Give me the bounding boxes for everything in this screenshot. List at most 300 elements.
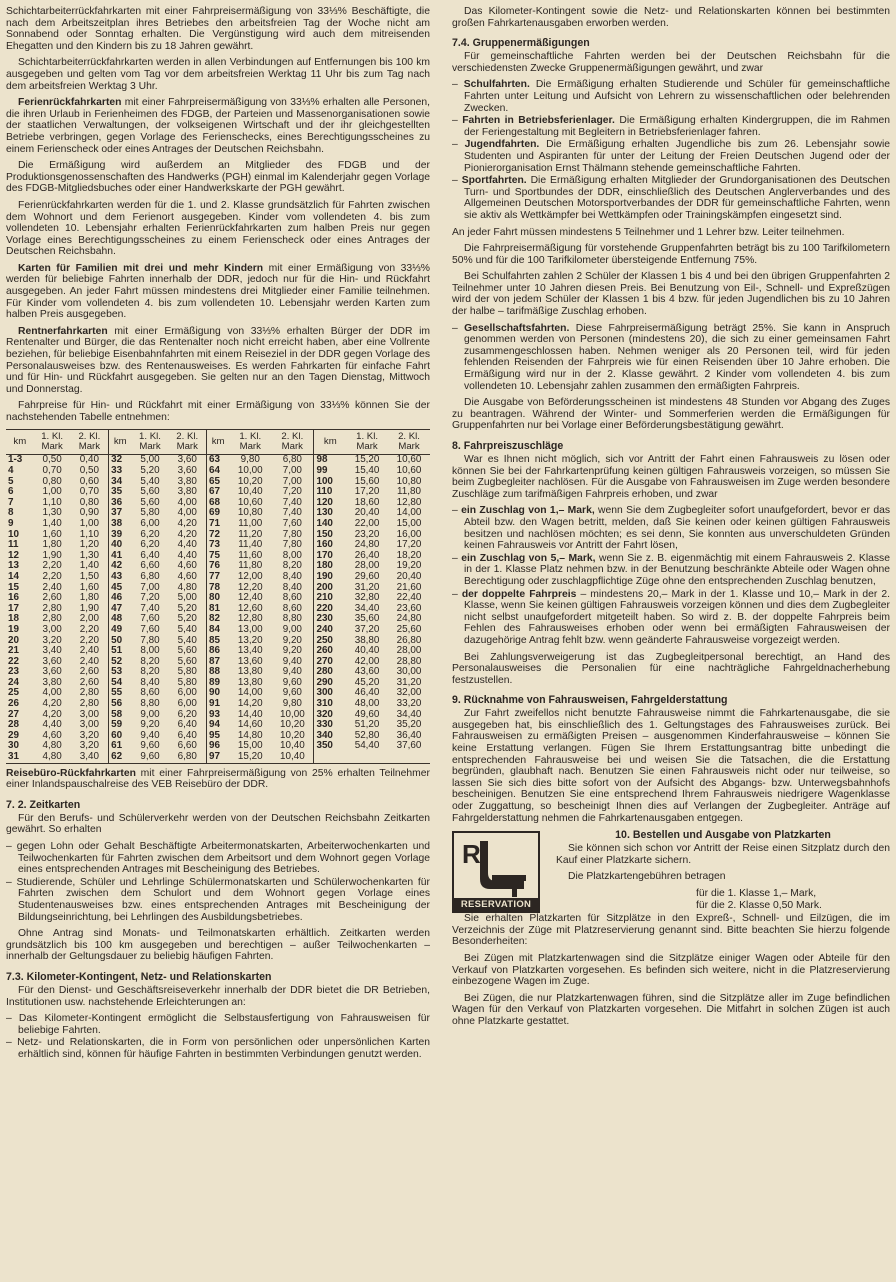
header-km: km [314,429,346,455]
cell-km: 28 [8,719,19,731]
table-row [6,519,430,530]
cell-class2: 28,00 [396,645,422,657]
paragraph: Bei Zügen, die nur Platzkartenwagen führen, sind die Sitzplätze aller im Zuge befindlichen Wagen für den Verkauf von Platzkarten vorgesehen. Die Mitfahrt in solchen Zügen ist auch ohne Platzkarte gestattet. [452,992,890,1027]
list-item: – Studierende, Schüler und Lehrlinge Schülermonatskarten und Schülerwochenkarten für Fahrten zwischen dem Schulort und dem Wohnort gegen Vorlage eines Studentenausweises bzw. eines entsprechenden Antrages mit Bescheinigung der Bildungseinrichtung, bei Lehrlingen des Ausbildungsbetriebes. [6,877,430,923]
paragraph-lead: Reisebüro-Rückfahrkarten [6,767,136,779]
paragraph-text: mit einer Fahrpreisermäßigung von 25% erhalten Teilnehmer einer Inlandspauschalreise des VEB Reisebüro der DDR. [6,767,430,791]
cell-class2: 5,80 [177,666,197,678]
cell-km: 54 [109,678,132,689]
cell-class1: 7,60 [140,613,160,625]
cell-class1: 2,20 [42,570,62,582]
paragraph-lead: Ferienrückfahrkarten [18,97,122,109]
cell-class1: 3,60 [42,666,62,678]
cell-class1: 15,00 [237,740,263,752]
cell-class1: 15,60 [354,475,380,487]
list-gesellschaft [452,323,890,393]
cell-km: 35 [109,487,132,498]
cell-class2: 2,80 [79,698,99,710]
cell-km: 76 [206,561,229,572]
cell-km: 98 [314,455,346,466]
cell-km: 11 [8,539,19,551]
cell-class1: 1,40 [42,517,62,529]
cell-class2: 5,40 [177,634,197,646]
cell-class1: 8,60 [140,687,160,699]
cell-km: 81 [206,604,229,615]
reservation-label: RESERVATION [454,898,538,911]
cell-class2: 10,00 [279,708,305,720]
cell-km: 17 [8,602,19,614]
fare-table [6,429,430,764]
reservation-seat-icon [452,831,540,913]
cell-class1: 12,60 [237,602,263,614]
cell-km: 20 [8,634,19,646]
cell-km: 30 [8,740,19,752]
cell-class1: 6,40 [140,549,160,561]
cell-km [314,752,346,763]
cell-km: 53 [109,667,132,678]
cell-km: 330 [314,720,346,731]
cell-class1: 8,80 [140,698,160,710]
cell-class1: 4,20 [42,708,62,720]
cell-class1: 14,40 [237,708,263,720]
cell-class1: 13,20 [237,634,263,646]
cell-class1: 9,60 [140,740,160,752]
cell-km: 140 [314,519,346,530]
cell-class1: 9,80 [240,454,260,466]
cell-class1: 42,00 [354,655,380,667]
cell-km: 51 [109,646,132,657]
cell-km: 32 [109,455,132,466]
cell-km: 59 [109,720,132,731]
cell-km: 62 [109,752,132,763]
cell-class1: 8,20 [140,655,160,667]
cell-class2: 6,40 [177,729,197,741]
cell-class1: 1,60 [42,528,62,540]
cell-km: 80 [206,593,229,604]
cell-km: 160 [314,540,346,551]
list-zuschlaege [452,505,890,646]
cell-class1: 9,20 [140,719,160,731]
cell-class1: 14,60 [237,719,263,731]
cell-km: 170 [314,551,346,562]
left-column [6,6,430,1066]
cell-class2: 10,40 [279,751,305,763]
cell-class2: 28,80 [396,655,422,667]
paragraph: Schichtarbeiterrückfahrkarten mit einer Fahrpreisermäßigung von 33⅓% Beschäftigte, die nach dem Arbeitszeitplan ihres Betriebes den arbeitsfreien Tag der Woche nicht am Sonnabend oder Sonntag erhalten. Die Vergünstigung wird auch dem mitreisenden Ehegatten und den Kindern bis zu 18 Jahren gewährt. [6,6,430,52]
cell-km: 42 [109,561,132,572]
cell-class1: 12,40 [237,592,263,604]
cell-km: 14 [8,570,19,582]
cell-class1: 32,80 [354,592,380,604]
cell-class1: 37,20 [354,623,380,635]
cell-km: 340 [314,731,346,742]
cell-km: 23 [8,666,19,678]
cell-km: 220 [314,604,346,615]
cell-class2: 1,20 [79,539,99,551]
paragraph-text: mit einer Ermäßigung von 33⅓% erhalten Bürger der DDR im Rentenalter und Bürger, die das Rentenalter noch nicht erreicht haben, aber eine Vollrente beziehen, für beliebige Eisenbahnfahrten mit einem Reiseziel in der DDR gegen Vorlage des Personalausweises bzw. des Rentenausweises. Es werden Fahrkarten für einfache Fahrt und für Hin- und Rückfahrt ausgegeben. Sie gelten nur an den Tagen Dienstag, Mittwoch und Donnerstag. [6,325,430,395]
cell-class2: 10,80 [396,475,422,487]
cell-class2: 8,60 [282,602,302,614]
cell-class1: 13,80 [237,666,263,678]
cell-class2: 1,00 [79,517,99,529]
cell-class1: 0,80 [42,475,62,487]
cell-km: 190 [314,572,346,583]
cell-class2: 30,00 [396,666,422,678]
header-class2: 2. Kl. Mark [169,429,207,455]
cell-class2: 37,60 [396,740,422,752]
cell-class2: 6,60 [177,740,197,752]
cell-class2: 14,00 [396,507,422,519]
cell-class2: 0,80 [79,496,99,508]
cell-class1: 14,20 [237,698,263,710]
cell-class2: 9,20 [282,634,302,646]
cell-km: 300 [314,688,346,699]
list-item: – ein Zuschlag von 5,– Mark, wenn Sie z. B. eigenmächtig mit einem Fahrausweis 2. Klasse in der 1. Klasse Platz nehmen bzw. in der Benutzung beschränkte Abteile oder Wagen ohne Berechtigung oder zuschlagpflichtige Züge ohne den entsprechenden Zuschlag benutzen, [452,553,890,588]
cell-km: 78 [206,583,229,594]
cell-class2: 6,80 [282,454,302,466]
cell-class1: 20,40 [354,507,380,519]
cell-class1: 5,40 [140,475,160,487]
paragraph: Bei Zügen mit Platzkartenwagen sind die Sitzplätze einiger Wagen oder Abteile für den Verkauf von Platzkarten vorgesehen. Es befinden sich weitere, nicht in die Platzreservierung einbezogene Wagen im Zuge. [452,953,890,988]
fare-table-body [6,455,430,763]
cell-class1: 8,40 [140,676,160,688]
header-class1: 1. Kl. Mark [229,429,271,455]
cell-class2: 3,20 [79,729,99,741]
paragraph: Für den Dienst- und Geschäftsreiseverkehr innerhalb der DDR bietet die DR Betrieben, Institutionen usw. nachstehende Erleichterungen an: [6,984,430,1008]
cell-km: 58 [109,710,132,721]
cell-km: 43 [109,572,132,583]
cell-km: 4 [8,465,14,476]
cell-km: 87 [206,657,229,668]
cell-km: 16 [8,592,19,604]
list-kilometer [6,1013,430,1060]
cell-class2: 34,40 [396,708,422,720]
cell-km: 38 [109,519,132,530]
header-km: km [206,429,229,455]
cell-class1: 4,80 [42,751,62,763]
cell-class2: 7,40 [282,496,302,508]
cell-class2: 7,60 [282,517,302,529]
cell-class2: 7,80 [282,528,302,540]
cell-class1: 51,20 [354,719,380,731]
cell-km: 270 [314,657,346,668]
cell-km: 15 [8,581,19,593]
cell-class1: 43,60 [354,666,380,678]
section-heading-10: 10. Bestellen und Ausgabe von Platzkarten [615,829,831,842]
section-heading-7-3: 7.3. Kilometer-Kontingent, Netz- und Relationskarten [6,970,272,983]
cell-class2: 5,40 [177,623,197,635]
cell-km: 64 [206,466,229,477]
cell-km: 97 [206,752,229,763]
cell-class1: 10,80 [237,507,263,519]
cell-class1: 7,80 [140,634,160,646]
paragraph: Ferienrückfahrkarten werden für die 1. und 2. Klasse grundsätzlich für Fahrten zwischen dem Wohnort und dem Ferienort ausgegeben. Kinder vom vollendeten 4. bis zum vollendeten 10. Lebensjahr erhalten Ferienrückfahrkarten zum halben Preis nur gegen Vorlage eines Berechtigungsscheines zu einem Ferienscheck oder eines Antrages der Deutschen Reichsbahn. [6,199,430,258]
cell-class2: 4,00 [177,496,197,508]
cell-km: 39 [109,530,132,541]
cell-km: 110 [314,487,346,498]
cell-class1: 26,40 [354,549,380,561]
cell-class2: 8,80 [282,613,302,625]
cell-class1: 3,40 [42,645,62,657]
cell-class1: 54,40 [354,740,380,752]
cell-class2: 9,60 [282,687,302,699]
section-heading-8: 8. Fahrpreiszuschläge [452,440,564,452]
cell-km: 310 [314,699,346,710]
cell-class1: 6,00 [140,517,160,529]
cell-class1: 49,60 [354,708,380,720]
cell-class1: 4,40 [42,719,62,731]
cell-class2: 3,60 [177,454,197,466]
cell-class2: 20,40 [396,570,422,582]
cell-class1: 23,20 [354,528,380,540]
cell-class2: 21,60 [396,581,422,593]
cell-class1: 7,20 [140,592,160,604]
cell-class2: 2,80 [79,687,99,699]
cell-class2: 18,20 [396,549,422,561]
cell-class2: 2,40 [79,645,99,657]
cell-class2: 2,60 [79,676,99,688]
cell-km: 31 [8,751,19,763]
cell-km: 10 [8,528,19,540]
paragraph: Sie erhalten Platzkarten für Sitzplätze in den Expreß-, Schnell- und Eilzügen, die im Verzeichnis der Züge mit Platzreservierung genannt sind. Bitte beachten Sie hierzu folgende Besonderheiten: [452,913,890,948]
cell-km: 29 [8,729,19,741]
cell-class1: 7,60 [140,623,160,635]
cell-class1: 14,80 [237,729,263,741]
cell-class2: 3,80 [177,475,197,487]
cell-class2: 0,60 [79,475,99,487]
cell-km: 93 [206,710,229,721]
cell-class2: 10,20 [279,719,305,731]
cell-class1: 1,30 [42,507,62,519]
cell-class1: 7,00 [140,581,160,593]
cell-km: 320 [314,710,346,721]
header-km: km [109,429,132,455]
cell-class2: 5,60 [177,645,197,657]
cell-class2: 9,40 [282,666,302,678]
cell-class1: 13,80 [237,676,263,688]
cell-class1: 3,60 [42,655,62,667]
cell-class2: 5,20 [177,602,197,614]
paragraph: An jeder Fahrt müssen mindestens 5 Teilnehmer und 1 Lehrer bzw. Leiter teilnehmen. [452,226,845,238]
cell-class1: 9,00 [140,708,160,720]
cell-km: 88 [206,667,229,678]
cell-class1: 3,80 [42,676,62,688]
cell-class2: 24,80 [396,613,422,625]
cell-km: 48 [109,614,132,625]
list-zeitkarten [6,841,430,923]
cell-class1: 6,60 [140,560,160,572]
paragraph [6,97,430,155]
cell-km: 99 [314,466,346,477]
cell-km: 75 [206,551,229,562]
cell-km: 40 [109,540,132,551]
paragraph: Ohne Antrag sind Monats- und Teilmonatskarten erhältlich. Zeitkarten werden grundsätzlich bis 100 km ausgegeben und berechtigen – außer Teilwochenkarten – innerhalb der Geltungsdauer zu beliebig häufigen Fahrten. [6,928,430,963]
cell-class2: 4,80 [177,581,197,593]
cell-class2: 10,40 [279,740,305,752]
cell-class1: 13,60 [237,655,263,667]
cell-class1: 3,20 [42,634,62,646]
cell-class1: 5,00 [140,454,160,466]
cell-class1: 15,40 [354,465,380,476]
cell-class1: 46,40 [354,687,380,699]
fare-table-header [6,429,430,455]
cell-class2: 9,60 [282,676,302,688]
cell-class2: 19,20 [396,560,422,572]
cell-km: 150 [314,530,346,541]
paragraph-lead: Rentnerfahrkarten [18,325,108,337]
paragraph: Die Ausgabe von Beförderungsscheinen ist mindestens 48 Stunden vor Abgang des Zuges zu beantragen. Während der Winter- und Sommerferien werden die Ermäßigungen für Gruppenfahrten nur bei Vorlage einer Beförderungsbestätigung gewährt. [452,397,890,432]
cell-km: 34 [109,477,132,488]
paragraph: Zur Fahrt zweifellos nicht benutzte Fahrausweise nimmt die Fahrkartenausgabe, die sie ausgegeben hat, bis einschließlich des 1. Geltungstages des Fahrausweises zurück. Bei Fahrausweisen zu ermäßigten Preisen – ausgenommen Kinderfahrausweise – können Sie keine Erstattung verlangen. Fügen Sie Ihrem Erstattungsantrag bitte unbedingt die entsprechenden Fahrausweise bei und weisen Sie die Tatsachen, die die Erstattung begründen, glaubhaft nach. Benutzen Sie einen Fahrausweis nicht oder nur teilweise, so lassen Sie sich dies bitte sofort von der Aufsicht des Abgangs- bzw. Unterwegsbahnhofs bescheinigen. Benutzen Sie eine entsprechend Ihrem Fahrausweis niedrigere Wagenklasse oder Zuggattung, so bescheinigt Ihnen dies auf Verlangen der Zugbegleiter. Anträge auf Fahrgelderstattung nehmen die Fahrkartenausgaben entgegen. [452,708,890,824]
cell-class2: 5,80 [177,676,197,688]
cell-class2: 3,00 [79,719,99,731]
header-class1: 1. Kl. Mark [131,429,168,455]
cell-class1: 38,80 [354,634,380,646]
section-heading-7-4: 7.4. Gruppenermäßigungen [452,37,590,50]
cell-class2: 12,80 [396,496,422,508]
cell-km: 72 [206,530,229,541]
cell-class2: 3,80 [177,486,197,498]
cell-km: 9 [8,517,14,529]
cell-class1: 15,20 [237,751,263,763]
cell-class2: 7,20 [282,486,302,498]
cell-class2: 2,40 [79,655,99,667]
cell-class1: 2,80 [42,613,62,625]
cell-class2: 22,40 [396,592,422,604]
list-item: – der doppelte Fahrpreis – mindestens 20,– Mark in der 1. Klasse und 10,– Mark in der 2. Klasse, wenn Sie keinen gültigen Fahrausweis vorzeigen können und dies dem Zugbegleiter nicht selbst unaufgefordert mitgeteilt haben. So wird z. B. der doppelte Fahrpreis beim Fehlen des Fahrausweises erhoben oder wenn bei ermäßigten Fahrausweisen der dazugehörige Antrag fehlt bzw. wenn geänderte Fahrausweise vorgezeigt werden. [452,589,890,647]
paragraph: Schichtarbeiterrückfahrkarten werden in allen Verbindungen auf Entfernungen bis 100 km ausgegeben und gelten vom Tag vor dem arbeitsfreien Werktag 11 Uhr bis zum Tag nach dem arbeitsfreien Werktag 3 Uhr. [6,57,430,92]
paragraph: Für gemeinschaftliche Fahrten werden bei der Deutschen Reichsbahn für die verschiedensten Zwecke Gruppenermäßigungen gewährt, und zwar [452,51,890,74]
cell-class1: 4,60 [42,729,62,741]
cell-class2: 1,60 [79,581,99,593]
cell-class2: 10,60 [396,465,422,476]
cell-class2: 7,00 [282,475,302,487]
cell-class1: 11,80 [238,560,263,572]
cell-class1: 28,00 [354,560,380,572]
paragraph: Bei Zahlungsverweigerung ist das Zugbegleitpersonal berechtigt, an Hand des Personalausweises die Personalien für eine nachträgliche Fahrgeldnacherhebung festzustellen. [452,651,890,686]
cell-class2: 3,20 [79,740,99,752]
cell-class2: 0,70 [79,486,99,498]
cell-class2: 4,40 [177,539,197,551]
cell-class2: 5,00 [177,592,197,604]
cell-class2: 31,20 [396,676,422,688]
cell-km: 41 [109,551,132,562]
cell-class1: 17,20 [354,486,380,498]
cell-class2: 25,60 [396,623,422,635]
paragraph [6,263,430,321]
cell-class1: 10,60 [237,496,263,508]
cell-km: 82 [206,614,229,625]
cell-km: 260 [314,646,346,657]
cell-class1: 13,00 [237,623,263,635]
cell-class2: 4,60 [177,560,197,572]
list-item: – Das Kilometer-Kontingent ermöglicht die Selbstausfertigung von Fahrausweisen für beliebige Fahrten. [6,1013,430,1036]
cell-km: 280 [314,667,346,678]
paragraph: Sie können sich schon vor Antritt der Reise einen Sitzplatz durch den Kauf einer Platzkarte sichern. [556,843,890,866]
cell-class1: 2,40 [42,581,62,593]
list-gruppen [452,79,890,221]
cell-km: 250 [314,636,346,647]
cell-km: 77 [206,572,229,583]
cell-class1: 15,20 [354,454,380,466]
paragraph [6,326,430,396]
paragraph-text: mit einer Ermäßigung von 33⅓% werden für beliebige Fahrten innerhalb der DDR, jedoch nur für die Hin- und Rückfahrt ausgegeben. An jeder Fahrt müssen mindestens drei Mitglieder einer Familie teilnehmen. Für Kinder vom vollendeten 4. bis zum vollendeten 10. Lebensjahr werden Karten zum halben Preis ausgegeben. [6,262,430,321]
cell-class1: 22,00 [354,517,380,529]
cell-class1: 4,00 [42,687,62,699]
cell-km: 52 [109,657,132,668]
cell-class1: 2,60 [42,592,62,604]
cell-km: 26 [8,698,19,710]
cell-class1: 10,00 [237,465,263,476]
cell-class1: 29,60 [354,570,380,582]
cell-class1: 6,20 [140,539,160,551]
cell-km: 63 [206,455,229,466]
cell-class2: 6,20 [177,708,197,720]
list-item: – Jugendfahrten. Die Ermäßigung erhalten Jugendliche bis zum 26. Lebensjahr sowie Studenten und Aspiranten für unter der Leitung der Freien Deutschen Jugend oder der Pionierorganisation Ernst Thälmann stehende gemeinschaftliche Fahrten. [452,139,890,174]
cell-km: 1-3 [8,454,23,466]
list-item: – Gesellschaftsfahrten. Diese Fahrpreisermäßigung beträgt 25%. Sie kann in Anspruch genommen werden von Personen (mindestens 20), die sich zu einer gemeinsamen Fahrt zusammengeschlossen haben. Nehmen weniger als 20 Personen teil, wird für jeden fehlenden Reisenden der Fahrpreis wie für einen Reisenden über 10 Jahre erhoben. Die Ermäßigung wird nur in der 2. Klasse gewährt. 2 Kinder vom vollendeten 4. bis zum vollendeten 10. Lebensjahr zahlen zusammen den ermäßigten Fahrpreis. [452,323,890,393]
paragraph: Die Fahrpreisermäßigung für vorstehende Gruppenfahrten beträgt bis zu 100 Tarifkilometern 50% und für die 100 Tarifkilometer übersteigende Entfernung 75%. [452,243,890,266]
cell-class2: 1,10 [79,528,99,540]
cell-km: 6 [8,486,14,498]
cell-km: 350 [314,741,346,752]
cell-class2: 16,00 [396,528,422,540]
cell-class1: 3,00 [42,623,62,635]
cell-km: 25 [8,687,19,699]
cell-class1: 11,20 [238,528,263,540]
paragraph-text: mit einer Fahrpreisermäßigung von 33⅓% erhalten alle Personen, die ihren Urlaub in Ferienheimen des FDGB, der Parteien und Massenorganisationen sowie der staatlichen Verwaltungen, der volkseigenen Wirtschaft und der ihr gleichgestellten Betriebe verbringen, gegen Vorlage des Ferienschecks, eines Berechtigungsscheines zu einem Ferienscheck oder eines Antrages der Deutschen Reichsbahn. [6,97,430,155]
cell-km: 290 [314,678,346,689]
cell-km: 85 [206,636,229,647]
cell-class2: 5,60 [177,655,197,667]
platzkarten-section [452,829,890,913]
cell-km: 22 [8,655,19,667]
cell-class1: 14,00 [237,687,263,699]
cell-km: 60 [109,731,132,742]
cell-class2: 5,20 [177,613,197,625]
cell-km: 69 [206,508,229,519]
cell-class2: 4,60 [177,570,197,582]
paragraph [6,768,430,791]
list-item: – Sportfahrten. Die Ermäßigung erhalten Mitglieder der Grundorganisationen des Deutschen Turn- und Sportbundes der DDR, einschließlich des Deutschen Anglerverbandes und des Allgemeinen Deutschen Motorsportverbandes der DDR für gemeinschaftliche Fahrten, wenn sie aktiv als Wettkämpfer bei Wettkämpfen oder Trainingskämpfen eingesetzt sind. [452,175,890,221]
cell-class2: 36,40 [396,729,422,741]
paragraph: Für den Berufs- und Schülerverkehr werden von der Deutschen Reichsbahn Zeitkarten gewährt. So erhalten [6,812,430,836]
cell-class2: 17,20 [396,539,422,551]
cell-class1: 10,40 [237,486,263,498]
paragraph: Fahrpreise für Hin- und Rückfahrt mit einer Ermäßigung von 33⅓% können Sie der nachstehenden Tabelle entnehmen: [6,400,430,423]
cell-km: 90 [206,688,229,699]
cell-km: 71 [206,519,229,530]
paragraph: Die Platzkartengebühren betragen [568,871,726,883]
cell-km: 56 [109,699,132,710]
cell-km: 49 [109,625,132,636]
cell-class1: 0,50 [42,454,62,466]
cell-class2: 15,00 [396,517,422,529]
cell-class2: 4,40 [177,549,197,561]
cell-km: 120 [314,498,346,509]
list-item: – Netz- und Relationskarten, die in Form von persönlichen oder unpersönlichen Karten erhältlich sind, können für häufige Fahrten in bestimmten Verbindungen genutzt werden. [6,1037,430,1060]
cell-class1: 0,70 [42,465,62,476]
cell-class1: 34,40 [354,602,380,614]
cell-class1: 12,00 [237,570,263,582]
cell-km: 47 [109,604,132,615]
cell-class2: 9,00 [282,623,302,635]
cell-class2: 4,00 [177,507,197,519]
cell-km: 36 [109,498,132,509]
cell-class2: 8,40 [282,581,302,593]
cell-class1: 10,20 [237,475,263,487]
cell-km: 130 [314,508,346,519]
